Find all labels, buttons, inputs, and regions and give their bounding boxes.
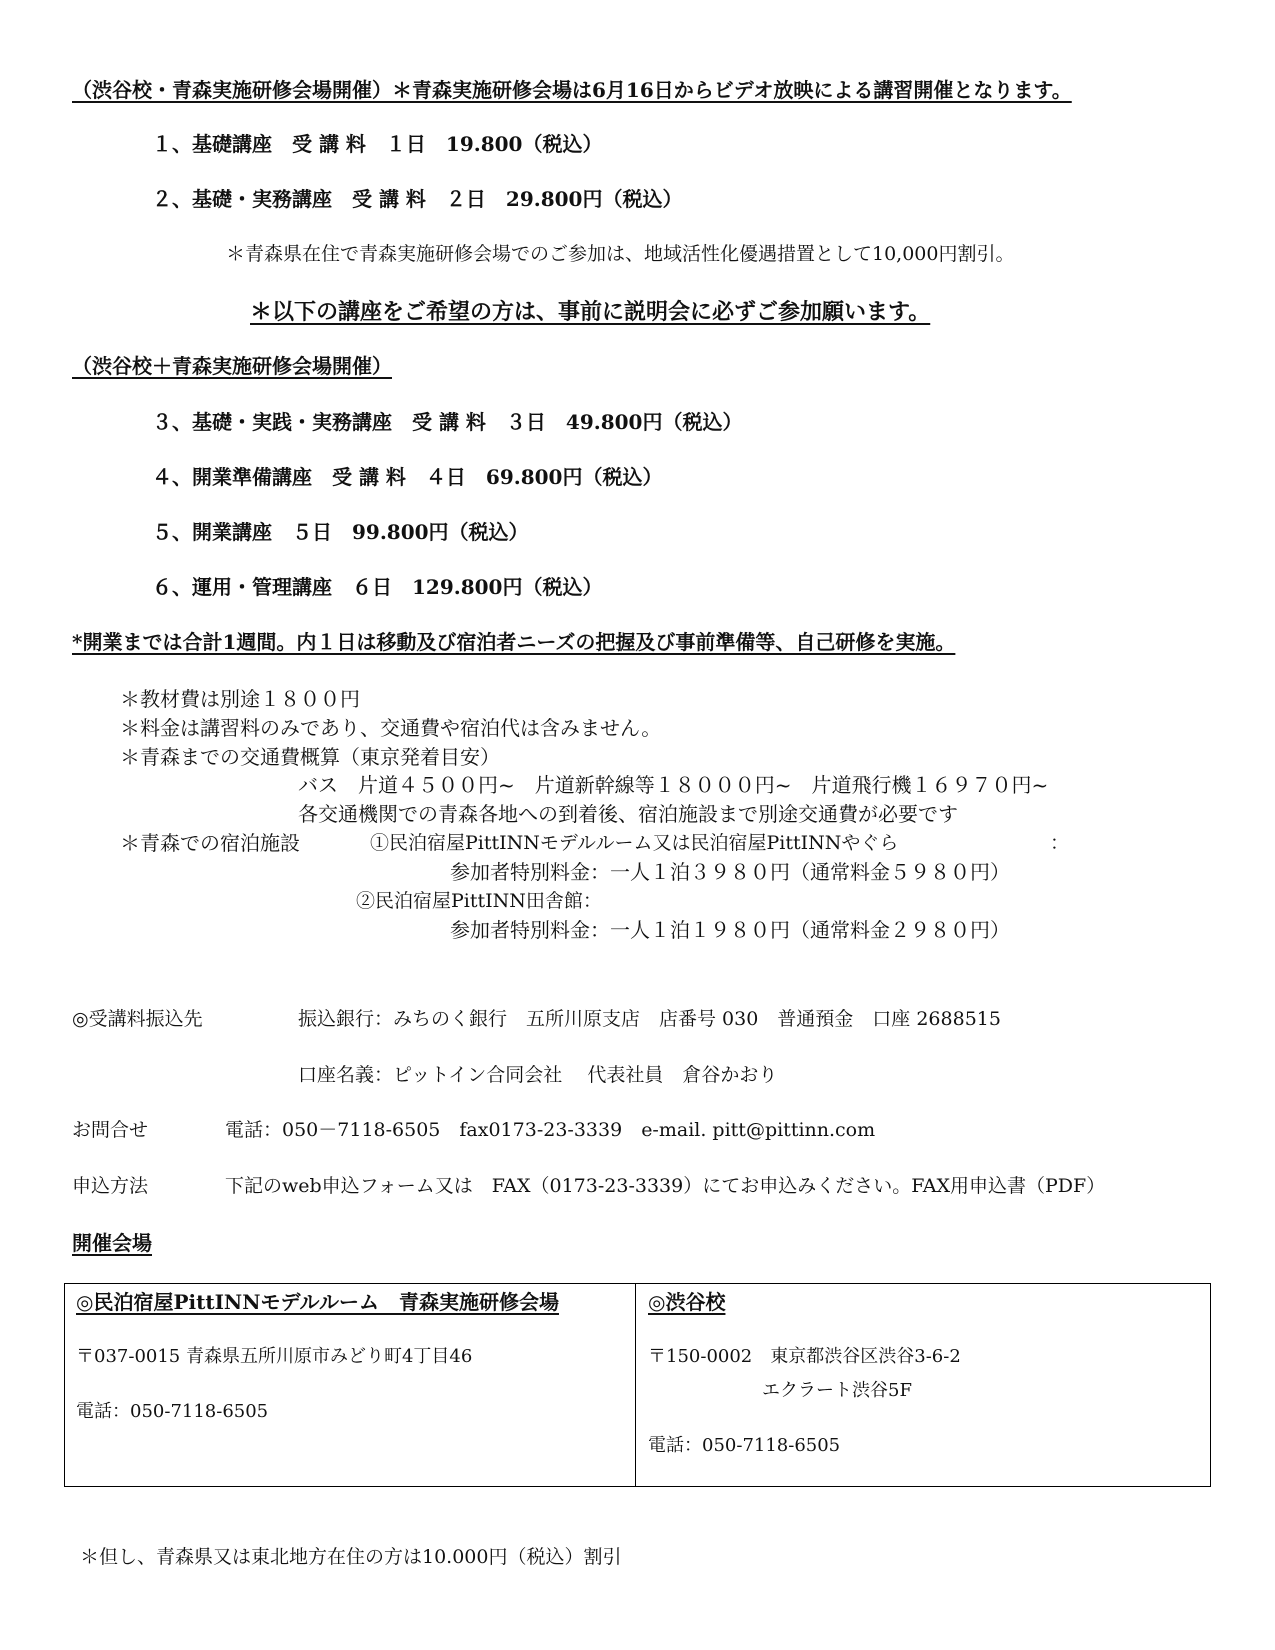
lodging-label: ＊青森での宿泊施設: [120, 831, 300, 855]
header-note: （渋谷校・青森実施研修会場開催）＊青森実施研修会場は6月16日からビデオ放映による講習開催となります。: [72, 78, 1072, 102]
venue-table-divider: [635, 1283, 636, 1487]
venue-aomori-address: 〒037-0015 青森県五所川原市みどり町4丁目46: [76, 1346, 473, 1367]
course-3: ３、基礎・実践・実務講座 受 講 料 ３日 49.800円（税込）: [152, 410, 743, 434]
apply-label: 申込方法: [72, 1175, 149, 1197]
transport-title: ＊青森までの交通費概算（東京発着目安）: [120, 745, 500, 769]
briefing-notice: ＊以下の講座をご希望の方は、事前に説明会に必ずご参加願います。: [250, 299, 931, 325]
contact-label: お問合せ: [72, 1119, 149, 1141]
venue-shibuya-building: エクラート渋谷5F: [762, 1380, 912, 1401]
course-5: ５、開業講座 ５日 99.800円（税込）: [152, 520, 529, 544]
venue-heading: 開催会場: [72, 1231, 152, 1255]
lodging-1: ①民泊宿屋PittINNモデルルーム又は民泊宿屋PittINNやぐら: [370, 832, 899, 854]
footer-note: ＊但し、青森県又は東北地方在住の方は10.000円（税込）割引: [80, 1546, 622, 1568]
lodging-1-price: 参加者特別料金：一人１泊３９８０円（通常料金５９８０円）: [450, 860, 1010, 884]
fee-scope-note: ＊料金は講習料のみであり、交通費や宿泊代は含みません。: [120, 716, 662, 740]
lodging-2: ②民泊宿屋PittINN田舎館：: [356, 890, 602, 912]
payment-bank: 振込銀行：みちのく銀行 五所川原支店 店番号 030 普通預金 口座 2688515: [298, 1008, 1001, 1030]
venue-shibuya-title: ◎渋谷校: [648, 1290, 726, 1314]
course-2: ２、基礎・実務講座 受 講 料 ２日 29.800円（税込）: [152, 187, 683, 211]
venue-aomori-phone: 電話：050-7118-6505: [76, 1401, 269, 1422]
course-4: ４、開業準備講座 受 講 料 ４日 69.800円（税込）: [152, 465, 663, 489]
materials-note: ＊教材費は別途１８００円: [120, 687, 360, 711]
transport-extra: 各交通機関での青森各地への到着後、宿泊施設まで別途交通費が必要です: [298, 802, 958, 826]
course-1: １、基礎講座 受 講 料 １日 19.800（税込）: [152, 132, 603, 156]
aomori-discount-note: ＊青森県在住で青森実施研修会場でのご参加は、地域活性化優遇措置として10,000円割引。: [226, 243, 1015, 265]
lodging-2-price: 参加者特別料金：一人１泊１９８０円（通常料金２９８０円）: [450, 918, 1010, 942]
payment-account-name: 口座名義：ピットイン合同会社 代表社員 倉谷かおり: [298, 1064, 778, 1086]
contact-value: 電話：050－7118-6505 fax0173-23-3339 e-mail. pitt@pittinn.com: [225, 1119, 876, 1141]
venue-aomori-title: ◎民泊宿屋PittINNモデルルーム 青森実施研修会場: [76, 1290, 559, 1314]
venue-shibuya-address: 〒150-0002 東京都渋谷区渋谷3-6-2: [648, 1346, 961, 1367]
venue-shibuya-phone: 電話：050-7118-6505: [648, 1435, 841, 1456]
transport-detail: バス 片道４５００円~ 片道新幹線等１８０００円~ 片道飛行機１６９７０円~: [298, 773, 1049, 797]
course-6: ６、運用・管理講座 ６日 129.800円（税込）: [152, 575, 603, 599]
payment-label: ◎受講料振込先: [72, 1008, 203, 1030]
lodging-1-colon: ：: [1050, 832, 1070, 854]
advanced-header: （渋谷校＋青森実施研修会場開催）: [72, 354, 392, 378]
opening-note: *開業までは合計1週間。内１日は移動及び宿泊者ニーズの把握及び事前準備等、自己研修を実施。: [72, 630, 956, 654]
apply-value: 下記のweb申込フォーム又は FAX（0173-23-3339）にてお申込みください。FAX用申込書（PDF）: [225, 1175, 1106, 1197]
